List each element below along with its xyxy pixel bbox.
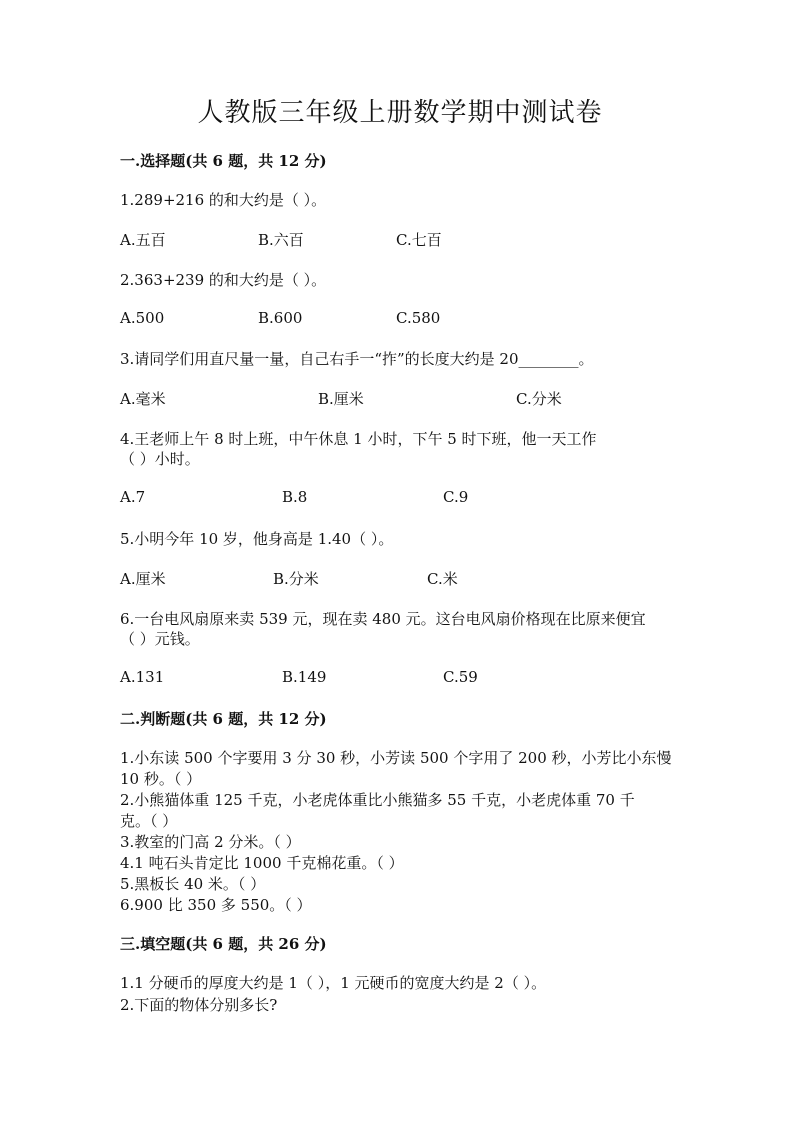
judgment-line-6: 4.1 吨石头肯定比 1000 千克棉花重。（ ） [120, 854, 404, 872]
question-3-option-a: A.毫米 [120, 390, 166, 408]
question-5-option-a: A.厘米 [120, 570, 166, 588]
fill-line-2: 2.下面的物体分别多长? [120, 996, 278, 1014]
question-3-option-b: B.厘米 [318, 390, 364, 408]
question-3-option-c: C.分米 [516, 390, 562, 408]
question-5-option-c: C.米 [427, 570, 458, 588]
judgment-line-4: 克。（ ） [120, 812, 178, 830]
section-heading-judgment: 二.判断题(共 6 题，共 12 分) [120, 710, 327, 728]
question-4-option-b: B.8 [282, 488, 308, 506]
question-1: 1.289+216 的和大约是（ ）。 [120, 191, 327, 209]
question-4-option-c: C.9 [443, 488, 469, 506]
judgment-line-1: 1.小东读 500 个字要用 3 分 30 秒，小芳读 500 个字用了 200 秒，小芳比小东慢 [120, 749, 672, 767]
question-6-option-b: B.149 [282, 668, 327, 686]
question-1-option-a: A.五百 [120, 231, 166, 249]
question-4-option-a: A.7 [120, 488, 146, 506]
judgment-line-3: 2.小熊猫体重 125 千克，小老虎体重比小熊猫多 55 千克，小老虎体重 70 千 [120, 791, 635, 809]
fill-line-1: 1.1 分硬币的厚度大约是 1（ ），1 元硬币的宽度大约是 2（ ）。 [120, 974, 547, 992]
question-6-continued: （ ）元钱。 [120, 630, 200, 648]
question-2: 2.363+239 的和大约是（ ）。 [120, 271, 327, 289]
judgment-line-2: 10 秒。（ ） [120, 770, 202, 788]
question-1-option-b: B.六百 [258, 231, 304, 249]
judgment-line-5: 3.教室的门高 2 分米。（ ） [120, 833, 301, 851]
question-6-option-c: C.59 [443, 668, 478, 686]
question-5-option-b: B.分米 [273, 570, 319, 588]
question-2-option-a: A.500 [120, 309, 165, 327]
question-5: 5.小明今年 10 岁，他身高是 1.40（ ）。 [120, 530, 394, 548]
question-6-option-a: A.131 [120, 668, 165, 686]
judgment-line-7: 5.黑板长 40 米。（ ） [120, 875, 266, 893]
page-title: 人教版三年级上册数学期中测试卷 [197, 98, 603, 128]
question-6: 6.一台电风扇原来卖 539 元，现在卖 480 元。这台电风扇价格现在比原来便宜 [120, 610, 646, 628]
question-1-option-c: C.七百 [396, 231, 442, 249]
section-heading-fill-blank: 三.填空题(共 6 题，共 26 分) [120, 935, 327, 953]
question-2-option-b: B.600 [258, 309, 303, 327]
question-2-option-c: C.580 [396, 309, 441, 327]
question-4: 4.王老师上午 8 时上班，中午休息 1 小时，下午 5 时下班，他一天工作 [120, 430, 597, 448]
judgment-line-8: 6.900 比 350 多 550。（ ） [120, 896, 312, 914]
question-4-continued: （ ）小时。 [120, 450, 200, 468]
section-heading-choice: 一.选择题(共 6 题，共 12 分) [120, 152, 327, 170]
question-3: 3.请同学们用直尺量一量，自己右手一“拃”的长度大约是 20________。 [120, 350, 594, 368]
